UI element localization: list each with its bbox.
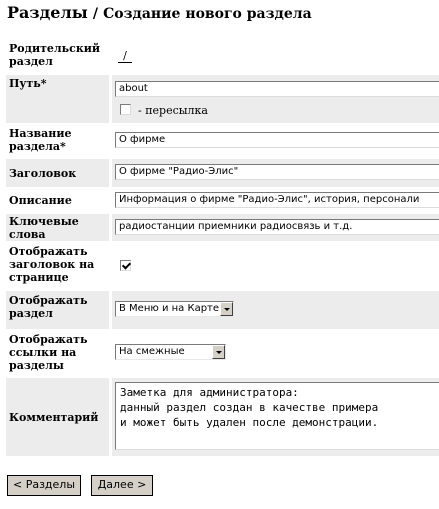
path-label: Путь* (6, 75, 109, 123)
description-input[interactable]: Информация о фирме "Радио-Элис", история, персонали (115, 192, 439, 208)
page-subtitle: Создание нового раздела (103, 6, 312, 22)
show-links-value: На смежные (119, 346, 185, 357)
page-title-main: Разделы (7, 3, 88, 22)
row-show-heading (0, 242, 439, 290)
show-heading-checkbox[interactable] (120, 260, 131, 271)
path-input[interactable]: about (115, 81, 439, 97)
heading-input[interactable]: О фирме "Радио-Элис" (115, 164, 439, 180)
show-heading-label: Отображать заголовок на странице (9, 245, 95, 284)
row-keywords (0, 214, 439, 241)
row-description (0, 188, 439, 213)
page-title (7, 3, 312, 22)
show-section-value: В Меню и на Карте (119, 303, 220, 314)
name-label: Название раздела* (9, 127, 72, 153)
back-button[interactable]: < Разделы (7, 475, 81, 496)
next-button[interactable]: Далее > (91, 475, 153, 496)
comment-textarea[interactable]: Заметка для администратора: данный раздел создан в качестве примера и может быть удален после демонстрации. (115, 382, 439, 450)
title-separator: / (92, 6, 98, 22)
comment-label: Комментарий (6, 378, 109, 456)
parent-label: Родительский раздел (9, 42, 101, 68)
redirect-checkbox[interactable] (120, 104, 131, 115)
description-label: Описание (9, 194, 72, 207)
keywords-input[interactable]: радиостанции приемники радиосвязь и т.д. (115, 219, 439, 235)
keywords-label: Ключевые слова (6, 214, 109, 241)
name-input[interactable]: О фирме (115, 132, 439, 148)
chevron-down-icon[interactable] (212, 345, 225, 359)
row-path (0, 75, 439, 123)
row-parent (0, 40, 439, 74)
show-links-select[interactable] (115, 344, 226, 360)
parent-value: / (118, 50, 132, 63)
row-show-section (0, 291, 439, 329)
chevron-down-icon[interactable] (220, 302, 233, 316)
show-section-select[interactable] (115, 301, 234, 317)
redirect-label: - пересылка (138, 104, 208, 117)
row-heading (0, 159, 439, 187)
row-show-links (0, 330, 439, 377)
show-links-label: Отображать ссылки на разделы (9, 333, 88, 372)
row-comment (0, 378, 439, 456)
heading-label: Заголовок (6, 159, 109, 187)
show-section-label: Отображать раздел (6, 291, 109, 329)
row-name (0, 124, 439, 158)
